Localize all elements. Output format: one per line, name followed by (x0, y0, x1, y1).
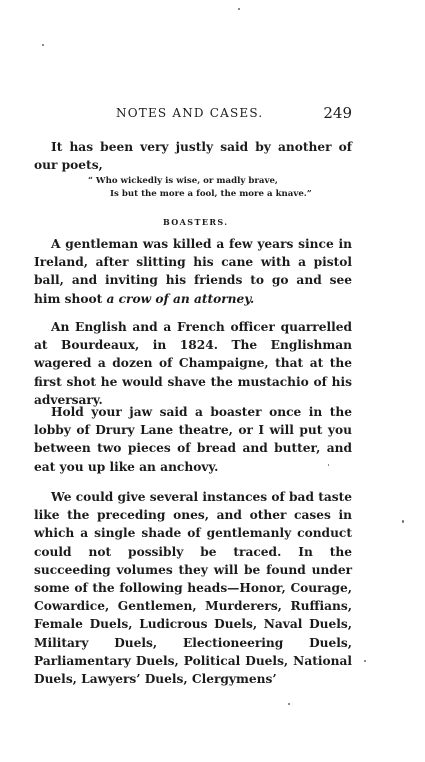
paragraph-officers: An English and a French officer quarrelled at Bourdeaux, in 1824. The Englishman wagered a dozen of Champaigne, that at the first shot he would shave the mustachio of his adversary. (34, 320, 352, 407)
scan-speck (238, 8, 240, 10)
verse-line-1: “ Who wickedly is wise, or madly brave, (88, 176, 278, 186)
page-number: 249 (323, 104, 352, 122)
scan-speck (328, 464, 329, 466)
running-title: NOTES AND CASES. (116, 106, 264, 120)
paragraph-bad-taste: We could give several instances of bad taste like the preceding ones, and other cases in which a single shade of gentlemanly conduct could not possibly be traced. In the succeeding volumes they will be found under some of the following heads—Honor, Courage, Cowardice, Gentlemen, Murderers, Ruffians, Female Duels, Ludicrous Duels, Naval Duels, Military Duels, Electioneering Duels, Parliamentary Duels, Political Duels, National Duels, Lawyers’ Duels, Clergymens’ (34, 490, 352, 687)
verse-line-2: Is but the more a fool, the more a knave.” (110, 189, 312, 199)
paragraph-gentleman (34, 235, 352, 308)
running-header (116, 104, 352, 124)
paragraph-boaster: Hold your jaw said a boaster once in the lobby of Drury Lane theatre, or I will put you between two pieces of bread and butter, and eat you up like an anchovy. (34, 405, 352, 474)
section-heading: BOASTERS. (163, 217, 229, 227)
scan-speck (364, 660, 366, 662)
paragraph-intro: It has been very justly said by another of our poets, (34, 140, 352, 173)
paragraph-gentleman-text: A gentleman was killed a few years since in Ireland, after slitting his cane with a pistol ball, and inviting his friends to go and see him shoot (34, 237, 352, 306)
scan-speck (42, 44, 44, 46)
scan-speck (288, 703, 290, 705)
scan-speck (402, 520, 404, 523)
paragraph-gentleman-italic: a crow of an attorney. (106, 291, 255, 306)
